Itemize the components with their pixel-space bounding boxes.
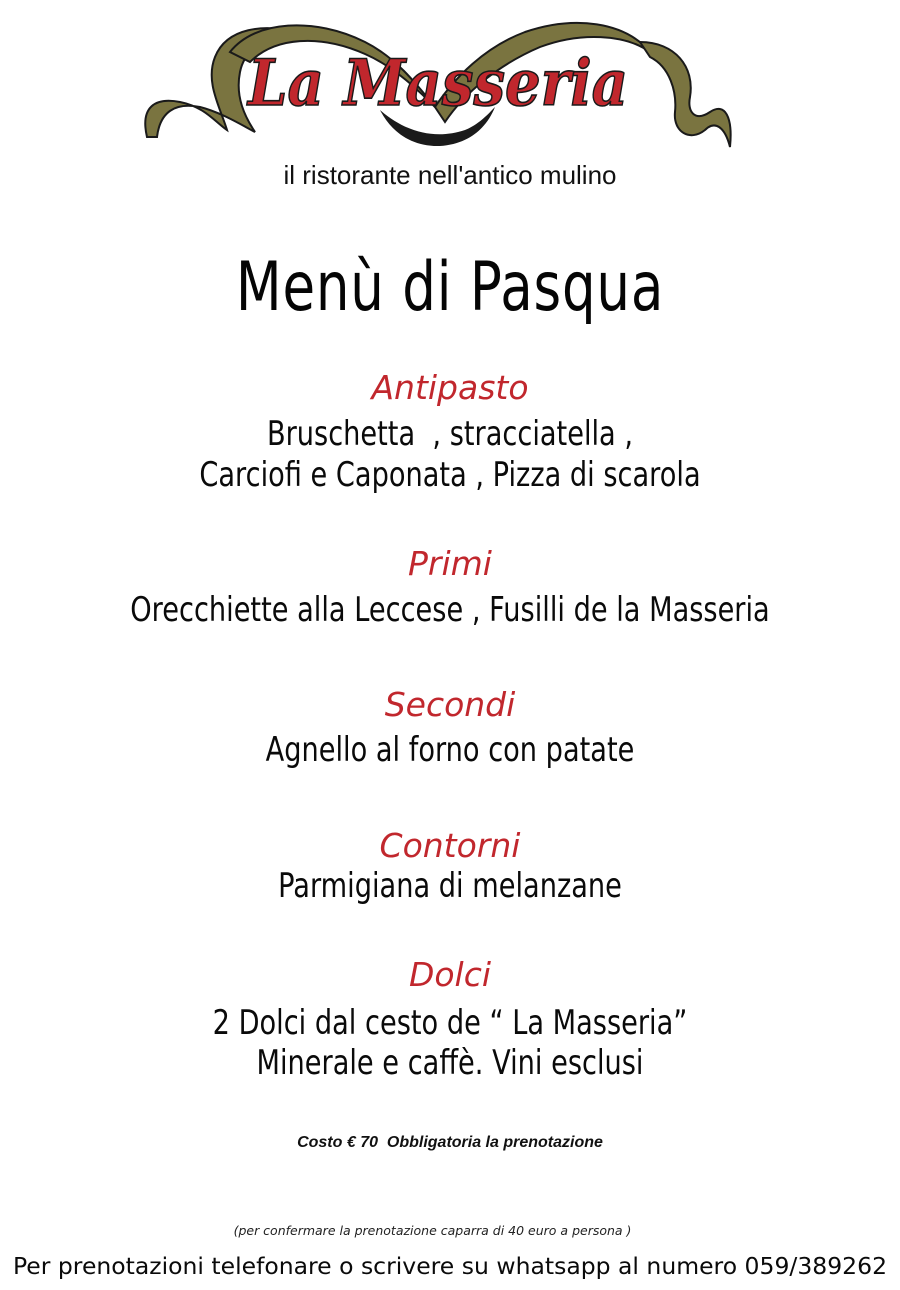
la-masseria-logo <box>135 12 745 162</box>
contorni-line-1: Parmigiana di melanzane <box>278 866 622 906</box>
antipasto-line-1: Bruschetta , stracciatella , <box>266 414 634 454</box>
tagline: il ristorante nell'antico mulino <box>283 160 617 190</box>
price-note: Costo € 70 Obbligatoria la prenotazione <box>297 1134 603 1151</box>
menu-title: Menù di Pasqua <box>235 248 665 327</box>
primi-line-1: Orecchiette alla Leccese , Fusilli de la Masseria <box>130 590 770 630</box>
section-heading-antipasto: Antipasto <box>371 368 529 407</box>
logo-wordmark: La Masseria <box>246 46 628 121</box>
antipasto-line-2: Carciofi e Caponata , Pizza di scarola <box>199 455 701 495</box>
section-heading-secondi: Secondi <box>384 685 516 724</box>
deposit-note: (per confermare la prenotazione caparra di 40 euro a persona ) <box>233 1223 632 1238</box>
section-heading-primi: Primi <box>408 544 492 583</box>
section-heading-contorni: Contorni <box>379 826 521 865</box>
dolci-line-2: Minerale e caffè. Vini esclusi <box>256 1043 644 1083</box>
secondi-line-1: Agnello al forno con patate <box>265 730 635 770</box>
contact-line: Per prenotazioni telefonare o scrivere su whatsapp al numero 059/389262 <box>12 1252 888 1280</box>
ribbon-right <box>640 42 731 147</box>
section-heading-dolci: Dolci <box>408 955 492 994</box>
dolci-line-1: 2 Dolci dal cesto de “ La Masseria” <box>212 1003 688 1043</box>
